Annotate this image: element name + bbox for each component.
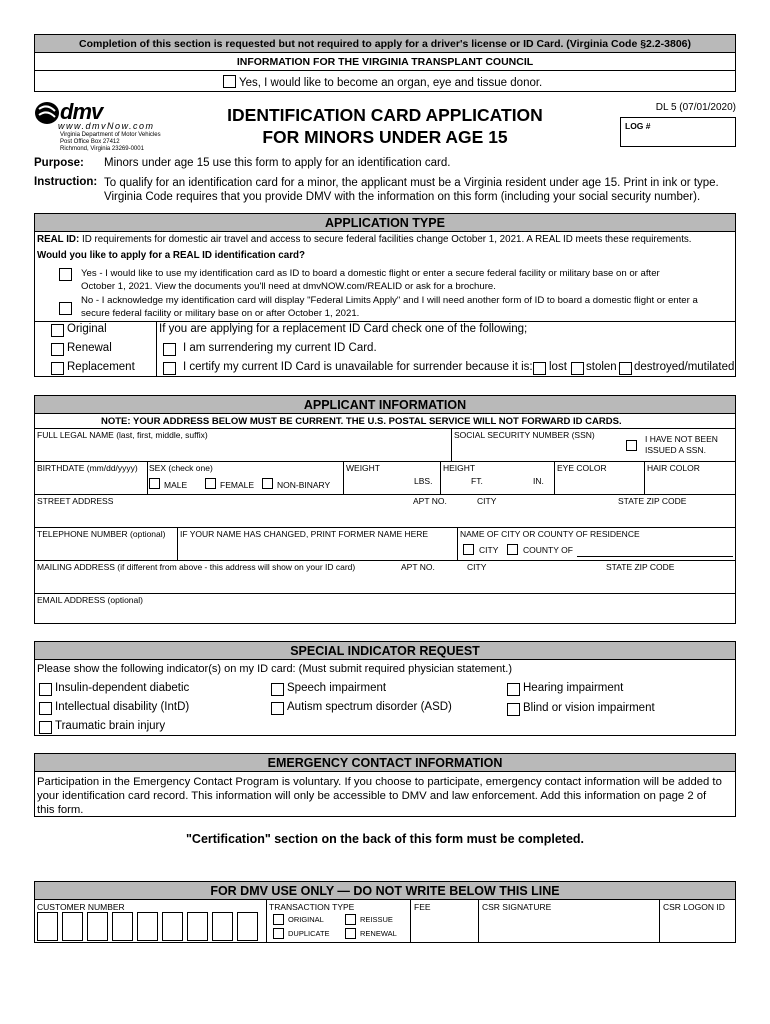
customer-digit-box[interactable] (137, 912, 158, 941)
destroyed-checkbox[interactable] (619, 362, 632, 375)
customer-digit-box[interactable] (162, 912, 183, 941)
male-checkbox[interactable] (149, 478, 160, 489)
full-name-field[interactable] (35, 428, 451, 461)
renewal-checkbox[interactable] (51, 343, 64, 356)
female-checkbox[interactable] (205, 478, 216, 489)
stolen-label: stolen (586, 361, 617, 373)
lost-label: lost (549, 361, 567, 373)
stolen-checkbox[interactable] (571, 362, 584, 375)
application-type-section (34, 213, 736, 377)
customer-number-label: CUSTOMER NUMBER (37, 902, 125, 912)
certify-checkbox[interactable] (163, 362, 176, 375)
replacement-checkbox[interactable] (51, 362, 64, 375)
residence-county-label: COUNTY OF (523, 545, 573, 555)
log-label: LOG # (625, 121, 651, 131)
hearing-label: Hearing impairment (523, 682, 624, 694)
city-label: CITY (477, 496, 497, 506)
mailing-city-label: CITY (467, 562, 487, 572)
ssn-label: SOCIAL SECURITY NUMBER (SSN) (454, 430, 595, 440)
destroyed-label: destroyed/mutilated (634, 361, 735, 373)
csr-signature-label: CSR SIGNATURE (482, 902, 552, 912)
organ-donor-label: Yes, I would like to become an organ, eye and tissue donor. (239, 77, 543, 89)
address-note: NOTE: YOUR ADDRESS BELOW MUST BE CURRENT. THE U.S. POSTAL SERVICE WILL NOT FORWARD ID CARDS. (101, 416, 622, 427)
former-name-field[interactable] (178, 527, 457, 560)
txn-original-checkbox[interactable] (273, 914, 284, 925)
purpose-text: Minors under age 15 use this form to apply for an identification card. (104, 157, 451, 169)
form-id: DL 5 (07/01/2020) (655, 102, 736, 113)
customer-digit-box[interactable] (37, 912, 58, 941)
autism-label: Autism spectrum disorder (ASD) (287, 701, 452, 713)
county-name-line[interactable] (577, 556, 733, 557)
mailing-apt-label: APT NO. (401, 562, 435, 572)
certify-label: I certify my current ID Card is unavailable for surrender because it is: (183, 361, 533, 373)
birthdate-label: BIRTHDATE (mm/dd/yyyy) (37, 463, 138, 473)
hearing-checkbox[interactable] (507, 683, 520, 696)
male-label: MALE (164, 480, 188, 490)
insulin-label: Insulin-dependent diabetic (55, 682, 190, 694)
real-id-info: REAL ID: ID requirements for domestic air travel and access to secure federal facilities change October 1, 2021. A REAL ID meets these requirements. (37, 234, 692, 245)
nonbinary-checkbox[interactable] (262, 478, 273, 489)
dmv-use-title: FOR DMV USE ONLY — DO NOT WRITE BELOW THIS LINE (35, 882, 735, 900)
speech-label: Speech impairment (287, 682, 387, 694)
hair-color-label: HAIR COLOR (647, 463, 700, 473)
street-label: STREET ADDRESS (37, 496, 114, 506)
instruction-text: To qualify for an identification card for a minor, the applicant must be a Virginia resident under age 15. Print in ink or type. Virginia Code requires that you provide DMV with the information on this form (including your social security number). (104, 177, 719, 203)
real-id-yes-label: Yes - I would like to use my identification card as ID to board a domestic flight or enter a secure federal facility or military base on or after October 1, 2021. View the documents you'll need at dmvNOW.com/REALID or ask for a brochure. (81, 268, 660, 292)
ft-label: FT. (471, 476, 483, 486)
height-label: HEIGHT (443, 463, 476, 473)
email-label: EMAIL ADDRESS (optional) (37, 595, 143, 605)
page-title: IDENTIFICATION CARD APPLICATION FOR MINORS UNDER AGE 15 (227, 105, 543, 147)
weight-label: WEIGHT (346, 463, 380, 473)
speech-checkbox[interactable] (271, 683, 284, 696)
customer-digit-box[interactable] (187, 912, 208, 941)
replacement-label: Replacement (67, 361, 135, 373)
lost-checkbox[interactable] (533, 362, 546, 375)
customer-digit-box[interactable] (62, 912, 83, 941)
dmv-url: www.dmvNow.com (58, 121, 155, 131)
intellectual-label: Intellectual disability (IntD) (55, 701, 190, 713)
emergency-contact-section (34, 753, 736, 817)
eye-color-field[interactable] (555, 461, 644, 494)
customer-digit-box[interactable] (87, 912, 108, 941)
apt-label: APT NO. (413, 496, 447, 506)
dmv-logo (34, 99, 184, 157)
applicant-section (34, 395, 736, 624)
organ-info-title: INFORMATION FOR THE VIRGINIA TRANSPLANT COUNCIL (236, 56, 534, 68)
application-type-title: APPLICATION TYPE (35, 214, 735, 232)
customer-digit-box[interactable] (112, 912, 133, 941)
telephone-field[interactable] (35, 527, 177, 560)
real-id-no-checkbox[interactable] (59, 302, 72, 315)
original-label: Original (67, 323, 107, 335)
txn-renewal-label: RENEWAL (360, 929, 397, 938)
certification-notice: "Certification" section on the back of this form must be completed. (185, 832, 585, 846)
sex-label: SEX (check one) (149, 463, 213, 473)
real-id-question: Would you like to apply for a REAL ID identification card? (37, 250, 305, 261)
organ-notice-bar (34, 34, 736, 53)
in-label: IN. (533, 476, 544, 486)
customer-digit-box[interactable] (237, 912, 258, 941)
dmv-brand: dmv (60, 99, 103, 124)
organ-notice: Completion of this section is requested but not required to apply for a driver's license or ID Card. (Virginia Code §2.2-3806) (78, 38, 691, 50)
ssn-field[interactable] (452, 428, 622, 461)
csr-logon-field[interactable] (660, 900, 735, 943)
mailing-state-zip-label: STATE ZIP CODE (606, 562, 675, 572)
txn-duplicate-label: DUPLICATE (288, 929, 330, 938)
txn-reissue-checkbox[interactable] (345, 914, 356, 925)
weight-field[interactable] (344, 461, 441, 494)
residence-city-checkbox[interactable] (463, 544, 474, 555)
emergency-contact-text: Participation in the Emergency Contact Program is voluntary. If you choose to participate, emergency contact information will be added to your identification card record. This information will only be accessible to DMV and law enforcement. Add this information on page 2 of this form. (37, 776, 722, 816)
birthdate-field[interactable] (35, 461, 147, 494)
eye-color-label: EYE COLOR (557, 463, 607, 473)
customer-digit-box[interactable] (212, 912, 233, 941)
txn-original-label: ORIGINAL (288, 915, 324, 924)
autism-checkbox[interactable] (271, 702, 284, 715)
female-label: FEMALE (220, 480, 255, 490)
log-number-field[interactable] (620, 117, 736, 147)
email-field[interactable] (35, 593, 735, 623)
real-id-no-label: No - I acknowledge my identification card will display "Federal Limits Apply" and I will need another form of ID to board a domestic flight or enter a secure federal facility or military base on or after October 1, 2021. (81, 295, 698, 319)
former-name-label: IF YOUR NAME HAS CHANGED, PRINT FORMER NAME HERE (180, 529, 429, 539)
csr-logon-label: CSR LOGON ID (663, 902, 725, 912)
dmv-use-section (34, 881, 736, 943)
telephone-label: TELEPHONE NUMBER (optional) (37, 529, 166, 539)
height-field[interactable] (441, 461, 554, 494)
txn-duplicate-checkbox[interactable] (273, 928, 284, 939)
dmv-address: Virginia Department of Motor Vehicles Post Office Box 27412 Richmond, Virginia 23269-0001 (60, 132, 161, 152)
surrender-checkbox[interactable] (163, 343, 176, 356)
nonbinary-label: NON-BINARY (277, 480, 331, 490)
no-ssn-label: I HAVE NOT BEEN ISSUED A SSN. (645, 434, 718, 455)
vision-label: Blind or vision impairment (523, 702, 655, 714)
real-id-yes-checkbox[interactable] (59, 268, 72, 281)
fee-label: FEE (414, 902, 431, 912)
residence-county-checkbox[interactable] (507, 544, 518, 555)
emergency-contact-title: EMERGENCY CONTACT INFORMATION (35, 754, 735, 772)
intellectual-checkbox[interactable] (39, 702, 52, 715)
insulin-checkbox[interactable] (39, 683, 52, 696)
csr-signature-field[interactable] (479, 900, 659, 943)
organ-info-bar (34, 52, 736, 71)
replacement-question: If you are applying for a replacement ID Card check one of the following; (159, 323, 528, 335)
special-indicator-title: SPECIAL INDICATOR REQUEST (35, 642, 735, 660)
organ-donor-row (34, 70, 736, 92)
lbs-label: LBS. (414, 476, 433, 486)
purpose-label: Purpose: (34, 157, 84, 169)
street-address-field[interactable] (35, 494, 735, 527)
txn-reissue-label: REISSUE (360, 915, 393, 924)
no-ssn-checkbox[interactable] (626, 440, 637, 451)
renewal-label: Renewal (67, 342, 112, 354)
mailing-address-field[interactable] (35, 560, 735, 593)
special-indicator-section (34, 641, 736, 736)
original-checkbox[interactable] (51, 324, 64, 337)
tbi-checkbox[interactable] (39, 721, 52, 734)
surrender-label: I am surrendering my current ID Card. (183, 342, 377, 354)
special-indicator-intro: Please show the following indicator(s) on my ID card: (Must submit required physician statement.) (37, 663, 513, 675)
vision-checkbox[interactable] (507, 703, 520, 716)
residence-label: NAME OF CITY OR COUNTY OF RESIDENCE (460, 529, 640, 539)
mailing-label: MAILING ADDRESS (if different from above - this address will show on your ID card) (37, 562, 356, 572)
hair-color-field[interactable] (645, 461, 735, 494)
applicant-title: APPLICANT INFORMATION (35, 396, 735, 414)
instruction-label: Instruction: (34, 176, 98, 188)
residence-city-label: CITY (479, 545, 499, 555)
transaction-type-label: TRANSACTION TYPE (269, 902, 355, 912)
state-zip-label: STATE ZIP CODE (618, 496, 687, 506)
organ-donor-checkbox[interactable] (223, 75, 236, 88)
fee-field[interactable] (411, 900, 478, 943)
full-name-label: FULL LEGAL NAME (last, first, middle, suffix) (37, 430, 208, 440)
tbi-label: Traumatic brain injury (55, 720, 166, 732)
txn-renewal-checkbox[interactable] (345, 928, 356, 939)
